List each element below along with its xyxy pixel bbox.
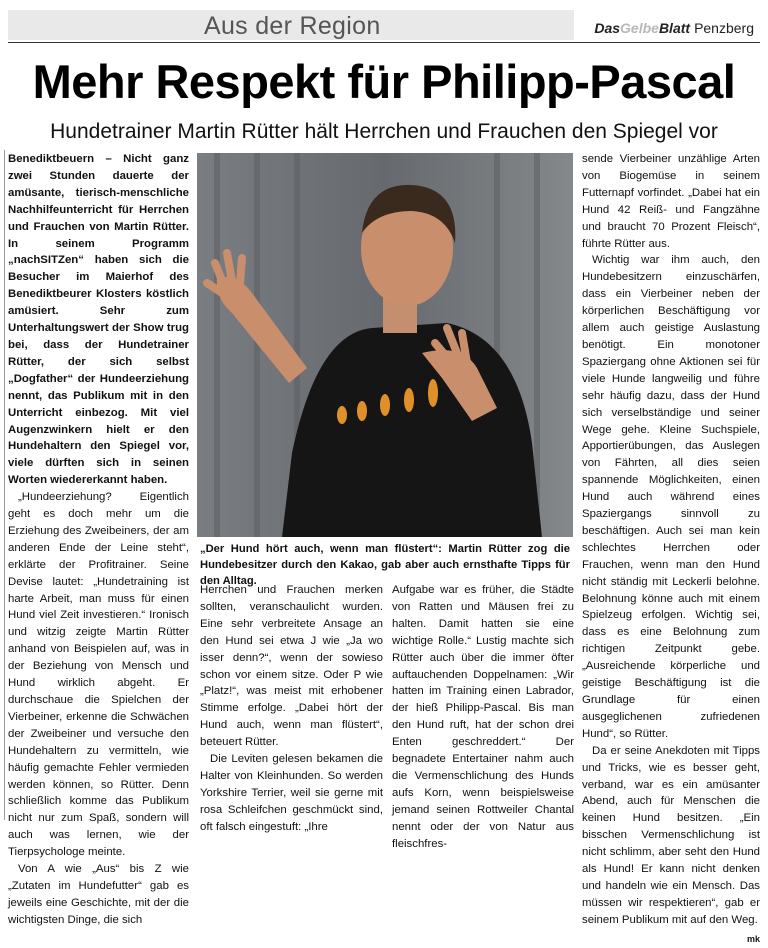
section-title: Aus der Region xyxy=(204,12,381,40)
masthead-brand-3: Blatt xyxy=(658,20,691,36)
article-paragraph: Aufgabe war es früher, die Städte von Ratten und Mäusen frei zu halten. Damit hatten sie eine wichtige Rolle.“ Lustig machte sich Rütter auch über die immer öfter auftauchenden Doppelnamen: „Wir hatten im Training einen Labrador, der hieß Philipp-Pascal. Bis man den Hund ruft, hat der schon drei Enten geschreddert.“ Der begnadete Entertainer nahm auch die Vermenschlichung des Hunds aufs Korn, wenn beispielsweise jemand seinen Rottweiler Chantal nennt oder der von Natur aus fleischfres- xyxy=(392,584,574,850)
newspaper-masthead xyxy=(594,20,754,36)
article-paragraph: Herrchen und Frauchen merken sollten, veranschaulicht wurden. Eine sehr verbreitete Ansage an den Hund sei etwa J wie „Ja wo isser denn?“, wenn der sowieso schon vor einem sitze. Oder P wie „Platz!“, was meist mit erhobener Stimme erfolge. „Dabei hört der Hund auch, wenn man flüstert“, beteuert Rütter. xyxy=(200,584,383,749)
author-signature: mk xyxy=(746,933,760,944)
headline: Mehr Respekt für Philipp-Pascal xyxy=(32,55,736,108)
masthead-brand-1: Das xyxy=(594,20,621,36)
masthead-city: Penzberg xyxy=(694,20,754,36)
article-column-3 xyxy=(392,582,574,853)
article-column-1 xyxy=(8,151,189,929)
article-paragraph: sende Vierbeiner unzählige Arten von Biogemüse in seinem Futternapf vorfindet. „Dabei hat ein Hund 42 Reiß- und Fangzähne und braucht 70 Prozent Fleisch“, führte Rütter aus. xyxy=(582,153,760,250)
article-paragraph: Von A wie „Aus“ bis Z wie „Zutaten im Hundefutter“ gab es jeweils eine Geschichte, mit der die wichtigsten Dinge, die sich xyxy=(8,863,189,926)
page-header xyxy=(8,4,760,43)
article-column-4 xyxy=(582,151,760,948)
article-paragraph: Wichtig war ihm auch, den Hundebesitzern einzuschärfen, dass ein Vierbeiner neben der körperlichen Beschäftigung vor allem auch geistige Auslastung benötigt. Ein monotoner Spaziergang ohne Aktionen sei für viele Hunde langweilig und führe sehr häufig dazu, dass der Hund sich verselbständige und seiner Wege gehe. Kleine Suchspiele, Apportierübungen, das Auslegen von Fährten, all dies seien spannende Möglichkeiten, einen Hund auch während eines Spaziergangs sinnvoll zu beschäftigen. Auch sei man kein schlechtes Herrchen oder Frauchen, wenn man den Hund nicht ständig mit Leckerli belohne. Belohnung könne auch mit einem Spielzeug erfolgen. Wichtig sei, dass es eine Belohnung zum richtigen Zeitpunkt gebe. „Ausreichende körperliche und geistige Beschäftigung ist die Grundlage für einen ausgeglichenen zufriedenen Hund“, so Rütter. xyxy=(582,254,760,740)
article-paragraph: Da er seine Anekdoten mit Tipps und Tricks, wie es besser geht, verband, war es ein amüsanter Abend, auch für Menschen die keinen Hund besitzen. „Ein bisschen Vermenschlichung ist nicht schlimm, aber seht den Hund als Hund! Er kann nicht denken und handeln wie ein Mensch. Das müssen wir respektieren“, gab er seinem Publikum mit auf den Weg. xyxy=(582,744,760,926)
article-photo xyxy=(197,153,573,537)
column-rule xyxy=(4,150,5,820)
article-paragraph: Die Leviten gelesen bekamen die Halter von Kleinhunden. So werden Yorkshire Terrier, weil sie gerne mit rosa Schleifchen geschmückt sind, oft falsch eingestuft: „Ihre xyxy=(200,753,383,833)
article-column-2 xyxy=(200,582,383,836)
photo-illustration xyxy=(197,153,573,537)
masthead-brand-2: Gelbe xyxy=(620,20,659,36)
article-paragraph: „Hundeerziehung? Eigentlich geht es doch mehr um die Erziehung des Zweibeiners, der am anderen Ende der Leine steht“, erklärte der Profitrainer. Seine Devise lautet: „Hundetraining ist harte Arbeit, man muss für einen Hund viel Zeit investieren.“ Ironisch und witzig zeigte Martin Rütter anhand von Beispielen auf, was in der Beziehung von Mensch und Hund wirklich abgeht. Er durchschaue die Spielchen der Vierbeiner, erkenne die Schwächen der Zweibeiner und versuche den Hundehaltern zu vermitteln, wie häufig gemachte Fehler vermieden werden können, so Rütter. Denn schließlich komme das Publikum nicht nur zum Spaß, sondern will auch was lernen, wie der Tierpsychologe meinte. xyxy=(8,491,189,859)
photo-caption: „Der Hund hört auch, wenn man flüstert“: Martin Rütter zog die Hundebesitzer durch den Kakao, gab aber auch ernsthafte Tipps für den Alltag. xyxy=(200,543,570,587)
subheadline: Hundetrainer Martin Rütter hält Herrchen und Frauchen den Spiegel vor xyxy=(50,120,718,143)
article-lead: Benediktbeuern – Nicht ganz zwei Stunden dauerte der amüsante, tierisch-menschliche Nachhilfeunterricht für Herrchen und Frauchen von Martin Rütter. In seinem Programm „nachSITZen“ haben sich die Besucher im Maierhof des Benediktbeurer Klosters köstlich amüsiert. Sehr zum Unterhaltungswert der Show trug bei, dass der Hundetrainer Rütter, der sich selbst „Dogfather“ der Hundeerziehung nennt, das Publikum mit in den Unterricht einbezog. Mit viel Augenzwinkern hielt er den Hundehaltern den Spiegel vor, viele dürften sich in seinen Worten wiedererkannt haben. xyxy=(8,153,189,487)
